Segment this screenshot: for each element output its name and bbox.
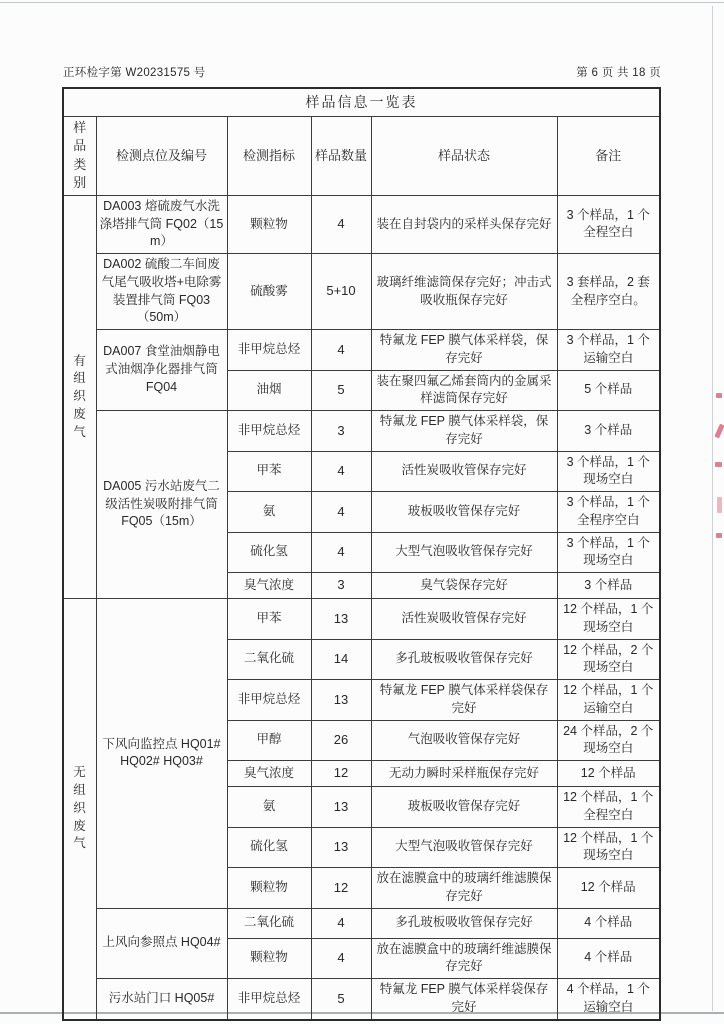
status-cell: 放在滤膜盒中的玻璃纤维滤膜保存完好: [371, 938, 557, 979]
remark-cell: 3 套样品，2 套全程序空白。: [557, 254, 660, 330]
page-edge-right: [712, 6, 713, 1011]
remark-cell: 12 个样品: [557, 868, 660, 909]
quantity-cell: 4: [311, 195, 371, 253]
page-indicator: 第 6 页 共 18 页: [576, 67, 661, 79]
table-row: [63, 908, 660, 938]
quantity-cell: 3: [311, 411, 371, 452]
remark-cell: 4 个样品: [557, 908, 660, 938]
remark-cell: 5 个样品: [557, 370, 660, 411]
status-cell: 多孔玻板吸收管保存完好: [371, 908, 557, 938]
column-header-status: 样品状态: [371, 117, 557, 196]
point-cell: DA007 食堂油烟静电式油烟净化器排气筒 FQ04: [96, 330, 227, 411]
quantity-cell: 14: [311, 639, 371, 680]
status-cell: 特氟龙 FEP 膜气体采样袋，保存完好: [371, 330, 557, 371]
page-header: [63, 64, 661, 80]
table-title: 样品信息一览表: [63, 88, 660, 117]
status-cell: 活性炭吸收管保存完好: [371, 599, 557, 640]
stamp-fragment: [714, 393, 722, 398]
stamp-fragment: [714, 533, 722, 538]
quantity-cell: 4: [311, 330, 371, 371]
stamp-fragment: [714, 462, 722, 467]
quantity-cell: 5+10: [311, 254, 371, 330]
table-header-row: [63, 117, 660, 196]
status-cell: 臭气袋保存完好: [371, 573, 557, 599]
table-title-row: [63, 88, 660, 117]
status-cell: 气泡吸收管保存完好: [371, 720, 557, 761]
column-header-remark: 备注: [557, 117, 660, 196]
indicator-cell: 臭气浓度: [227, 573, 311, 599]
remark-cell: 12 个样品，2 个现场空白: [557, 639, 660, 680]
indicator-cell: 硫化氢: [227, 827, 311, 868]
remark-cell: 3 个样品，1 个现场空白: [557, 532, 660, 573]
stamp-fragment: [714, 424, 722, 438]
status-cell: 活性炭吸收管保存完好: [371, 451, 557, 492]
remark-cell: 12 个样品，1 个运输空白: [557, 680, 660, 721]
quantity-cell: 13: [311, 599, 371, 640]
indicator-cell: 颗粒物: [227, 868, 311, 909]
status-cell: 装在聚四氟乙烯套筒内的金属采样滤筒保存完好: [371, 370, 557, 411]
indicator-cell: 二氧化硫: [227, 639, 311, 680]
remark-cell: 3 个样品: [557, 411, 660, 452]
remark-cell: 4 个样品，1 个运输空白: [557, 979, 660, 1020]
table-row: [63, 195, 660, 253]
status-cell: 玻璃纤维滤筒保存完好；冲击式吸收瓶保存完好: [371, 254, 557, 330]
quantity-cell: 4: [311, 451, 371, 492]
quantity-cell: 4: [311, 492, 371, 533]
status-cell: 玻板吸收管保存完好: [371, 492, 557, 533]
quantity-cell: 5: [311, 979, 371, 1020]
column-header-category: 样品类别: [63, 117, 96, 196]
point-cell: DA002 硫酸二车间废气尾气吸收塔+电除雾装置排气筒 FQ03（50m）: [96, 254, 227, 330]
status-cell: 特氟龙 FEP 膜气体采样袋保存完好: [371, 680, 557, 721]
table-row: [63, 411, 660, 452]
indicator-cell: 非甲烷总烃: [227, 979, 311, 1020]
table-row: [63, 330, 660, 371]
quantity-cell: 4: [311, 938, 371, 979]
status-cell: 特氟龙 FEP 膜气体采样袋，保存完好: [371, 411, 557, 452]
status-cell: 放在滤膜盒中的玻璃纤维滤膜保存完好: [371, 868, 557, 909]
point-cell: DA005 污水站废气二级活性炭吸附排气筒 FQ05（15m）: [96, 411, 227, 599]
stamp-fragment: [714, 497, 722, 513]
remark-cell: 3 个样品，1 个运输空白: [557, 330, 660, 371]
status-cell: 装在自封袋内的采样头保存完好: [371, 195, 557, 253]
page-edge-top: [0, 2, 724, 3]
remark-cell: 3 个样品，1 个现场空白: [557, 451, 660, 492]
sample-table-body: [63, 195, 660, 1019]
status-cell: 大型气泡吸收管保存完好: [371, 827, 557, 868]
indicator-cell: 颗粒物: [227, 938, 311, 979]
indicator-cell: 非甲烷总烃: [227, 680, 311, 721]
status-cell: 多孔玻板吸收管保存完好: [371, 639, 557, 680]
column-header-indicator: 检测指标: [227, 117, 311, 196]
quantity-cell: 13: [311, 680, 371, 721]
indicator-cell: 非甲烷总烃: [227, 411, 311, 452]
status-cell: 特氟龙 FEP 膜气体采样袋保存完好: [371, 979, 557, 1020]
quantity-cell: 4: [311, 908, 371, 938]
remark-cell: 3 个样品: [557, 573, 660, 599]
remark-cell: 3 个样品，1 个全程空白: [557, 195, 660, 253]
indicator-cell: 硫化氢: [227, 532, 311, 573]
quantity-cell: 4: [311, 532, 371, 573]
indicator-cell: 油烟: [227, 370, 311, 411]
indicator-cell: 硫酸雾: [227, 254, 311, 330]
quantity-cell: 3: [311, 573, 371, 599]
indicator-cell: 颗粒物: [227, 195, 311, 253]
indicator-cell: 甲苯: [227, 599, 311, 640]
table-row: [63, 254, 660, 330]
quantity-cell: 13: [311, 787, 371, 828]
indicator-cell: 臭气浓度: [227, 761, 311, 787]
quantity-cell: 12: [311, 868, 371, 909]
indicator-cell: 二氧化硫: [227, 908, 311, 938]
point-cell: 污水站门口 HQ05#: [96, 979, 227, 1020]
indicator-cell: 甲醇: [227, 720, 311, 761]
column-header-quantity: 样品数量: [311, 117, 371, 196]
quantity-cell: 12: [311, 761, 371, 787]
point-cell: 上风向参照点 HQ04#: [96, 908, 227, 979]
category-cell: 无组织废气: [63, 599, 96, 1020]
remark-cell: 12 个样品，1 个现场空白: [557, 599, 660, 640]
column-header-point: 检测点位及编号: [96, 117, 227, 196]
remark-cell: 3 个样品，1 个全程序空白: [557, 492, 660, 533]
status-cell: 玻板吸收管保存完好: [371, 787, 557, 828]
point-cell: 下风向监控点 HQ01# HQ02# HQ03#: [96, 599, 227, 909]
table-row: [63, 599, 660, 640]
category-cell: 有组织废气: [63, 195, 96, 598]
remark-cell: 4 个样品: [557, 938, 660, 979]
quantity-cell: 13: [311, 827, 371, 868]
indicator-cell: 氨: [227, 492, 311, 533]
indicator-cell: 氨: [227, 787, 311, 828]
point-cell: DA003 熔硫废气水洗涤塔排气筒 FQ02（15 m）: [96, 195, 227, 253]
indicator-cell: 甲苯: [227, 451, 311, 492]
status-cell: 大型气泡吸收管保存完好: [371, 532, 557, 573]
document-number: 正环检字第 W20231575 号: [63, 67, 206, 79]
remark-cell: 12 个样品: [557, 761, 660, 787]
quantity-cell: 5: [311, 370, 371, 411]
remark-cell: 24 个样品，2 个现场空白: [557, 720, 660, 761]
status-cell: 无动力瞬时采样瓶保存完好: [371, 761, 557, 787]
remark-cell: 12 个样品，1 个全程空白: [557, 787, 660, 828]
sample-info-table: [62, 87, 661, 1021]
table-row: [63, 979, 660, 1020]
remark-cell: 12 个样品，1 个现场空白: [557, 827, 660, 868]
indicator-cell: 非甲烷总烃: [227, 330, 311, 371]
quantity-cell: 26: [311, 720, 371, 761]
